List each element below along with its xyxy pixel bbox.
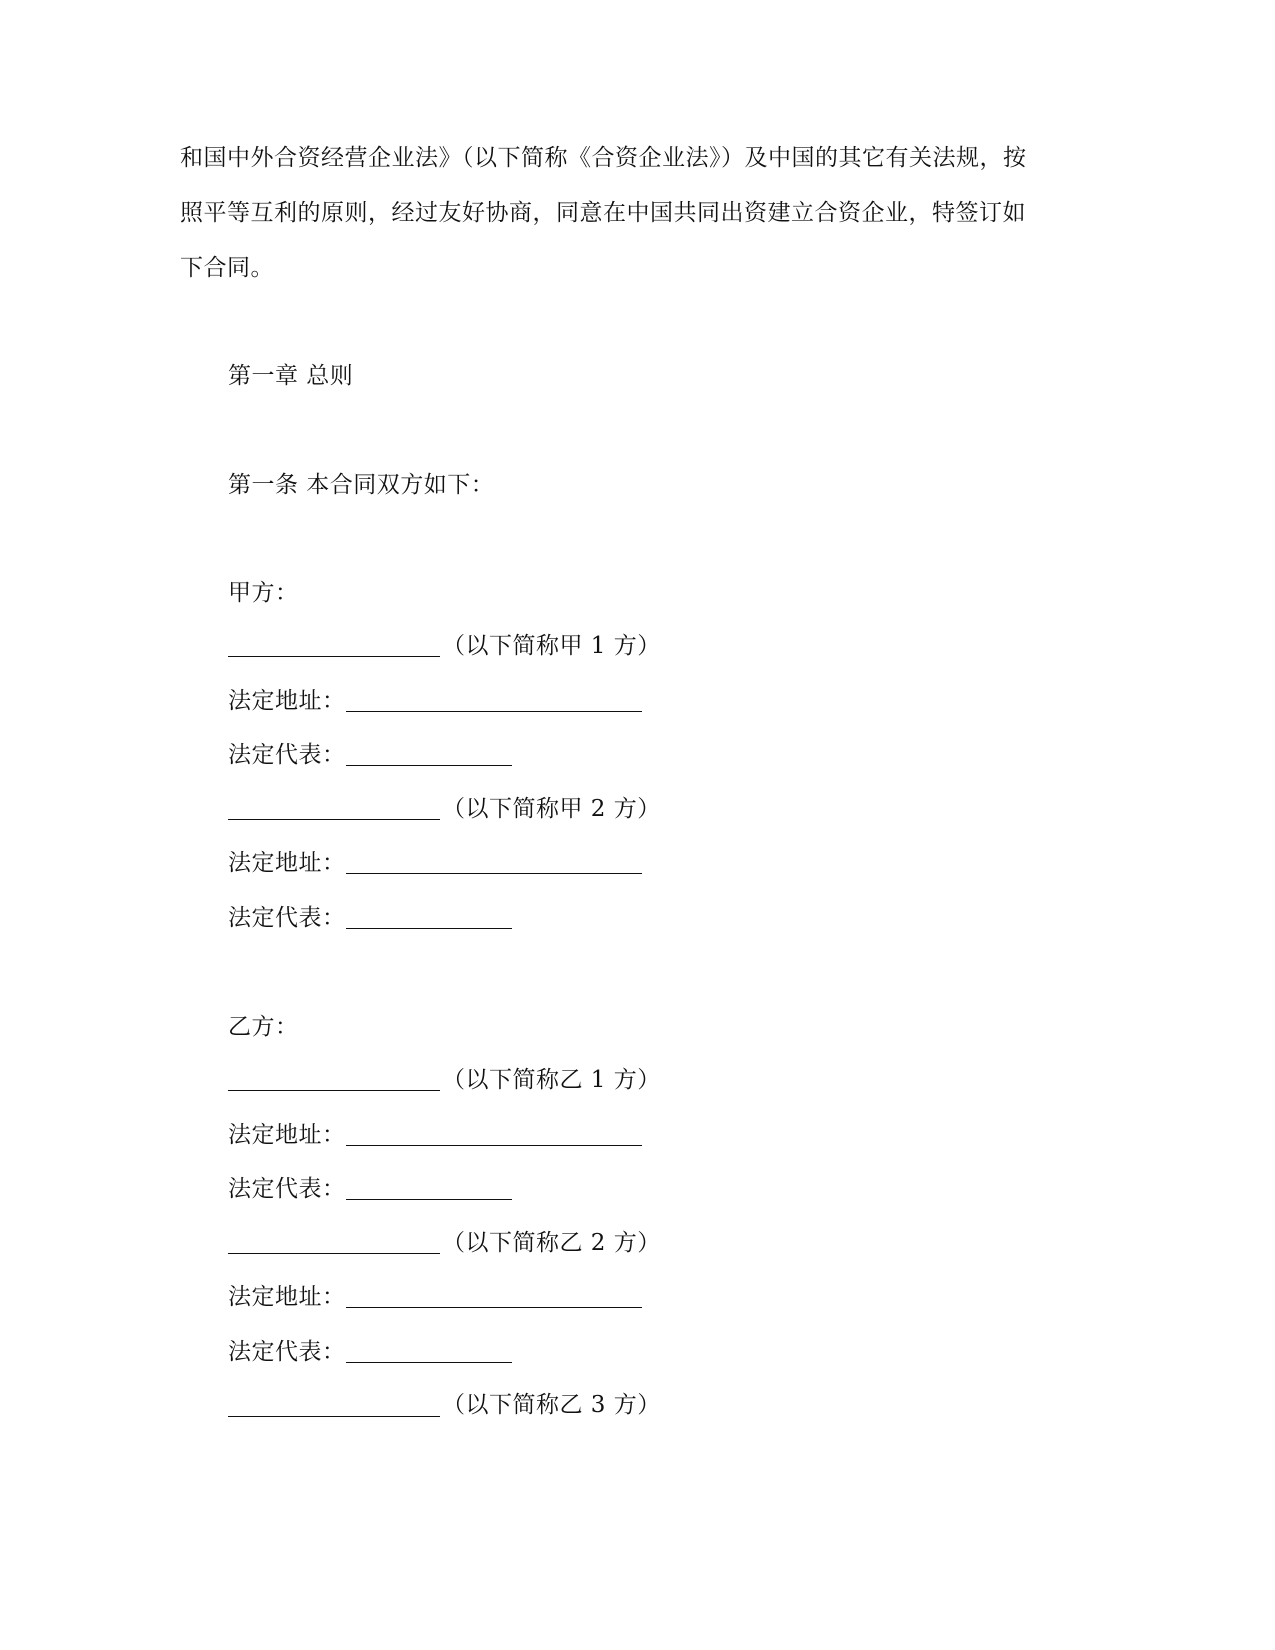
party-b1-rep-blank [346, 1199, 512, 1200]
party-a1-rep-label: 法定代表： [228, 742, 346, 768]
party-a-heading: 甲方： [228, 580, 299, 606]
party-b2-alias: （以下简称乙 2 方） [442, 1230, 661, 1256]
party-b2-name-blank [228, 1253, 440, 1254]
party-b2-address-blank [346, 1307, 642, 1308]
party-b1-rep-label: 法定代表： [228, 1176, 346, 1202]
party-a2-alias: （以下简称甲 2 方） [442, 796, 661, 822]
intro-line-3: 下合同。 [180, 255, 274, 281]
intro-line-2: 照平等互利的原则，经过友好协商，同意在中国共同出资建立合资企业，特签订如 [180, 200, 1026, 226]
party-b1-name-blank [228, 1090, 440, 1091]
party-b-heading: 乙方： [228, 1014, 299, 1040]
party-a2-address-blank [346, 873, 642, 874]
party-b2-address-label: 法定地址： [228, 1284, 346, 1310]
party-b2-rep-blank [346, 1362, 512, 1363]
article-heading: 第一条 本合同双方如下： [228, 472, 495, 498]
party-a1-alias: （以下简称甲 1 方） [442, 633, 661, 659]
party-b3-name-blank [228, 1416, 440, 1417]
party-a2-name-blank [228, 819, 440, 820]
party-a2-rep-label: 法定代表： [228, 905, 346, 931]
party-b1-alias: （以下简称乙 1 方） [442, 1067, 661, 1093]
intro-line-1: 和国中外合资经营企业法》（以下简称《合资企业法》）及中国的其它有关法规，按 [180, 145, 1027, 171]
chapter-heading: 第一章 总则 [228, 363, 354, 389]
party-a2-address-label: 法定地址： [228, 850, 346, 876]
party-a1-address-label: 法定地址： [228, 688, 346, 714]
party-a1-name-blank [228, 656, 440, 657]
party-b3-alias: （以下简称乙 3 方） [442, 1392, 661, 1418]
party-a1-rep-blank [346, 765, 512, 766]
party-a2-rep-blank [346, 928, 512, 929]
party-b2-rep-label: 法定代表： [228, 1339, 346, 1365]
party-b1-address-blank [346, 1145, 642, 1146]
party-b1-address-label: 法定地址： [228, 1122, 346, 1148]
party-a1-address-blank [346, 711, 642, 712]
